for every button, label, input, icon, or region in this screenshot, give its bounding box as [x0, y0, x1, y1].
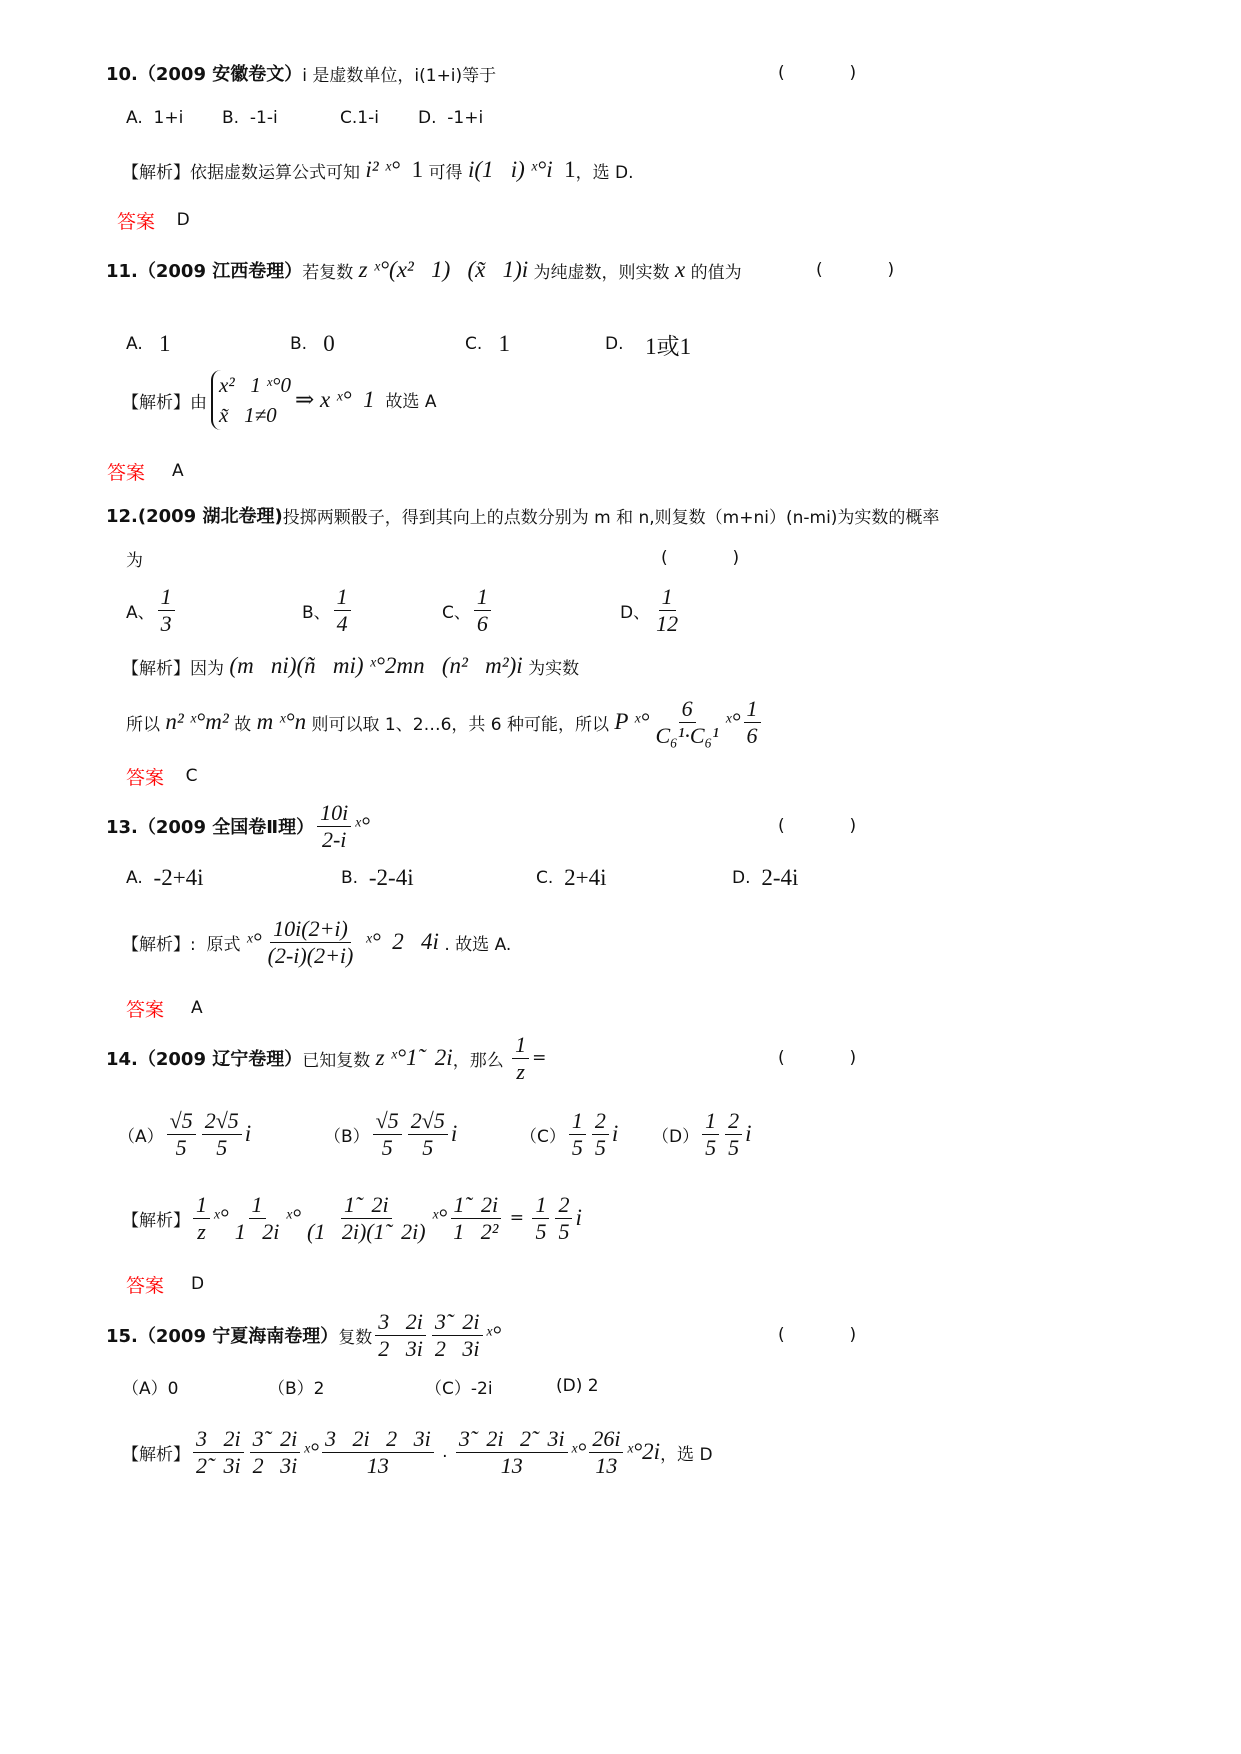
text: 【解析】因为	[122, 658, 230, 679]
answer-label: 答案	[126, 1274, 165, 1297]
answer-blank	[778, 1303, 856, 1367]
denominator: 5	[705, 1134, 717, 1160]
text: 已知复数	[302, 1050, 376, 1071]
denominator: z	[197, 1218, 206, 1244]
question-number: 11.（2009 江西卷理）	[106, 261, 303, 282]
fraction	[317, 800, 351, 853]
fraction	[569, 1108, 586, 1161]
denominator: 5	[381, 1134, 393, 1160]
text: B. -1-i	[222, 108, 278, 128]
text: D. -1+i	[418, 108, 484, 128]
math-expression: P ˣ°	[614, 709, 650, 734]
denominator: 5	[422, 1134, 434, 1160]
numerator: 1	[249, 1192, 266, 1219]
text: 为纯虚数，则实数	[528, 262, 675, 283]
fraction	[232, 1192, 283, 1245]
fraction	[193, 1192, 210, 1245]
denominator: 2 3i	[252, 1452, 298, 1478]
fraction	[592, 1108, 609, 1161]
text: C	[164, 766, 198, 786]
fraction	[334, 584, 351, 637]
denominator: 5	[175, 1134, 187, 1160]
answer-label: 答案	[126, 766, 165, 789]
denominator: 6	[476, 610, 488, 636]
math-expression: x	[674, 257, 686, 282]
math-expression: ˣ°	[570, 1439, 587, 1464]
analysis-continued	[126, 690, 764, 754]
numerator: 1	[474, 584, 491, 611]
math-expression: i² ˣ°	[365, 157, 412, 182]
text: 【解析】依据虚数运算公式可知	[122, 162, 366, 183]
option-b	[290, 312, 335, 376]
text: =	[504, 1208, 530, 1228]
text: （B）	[324, 1126, 370, 1147]
math-expression: ˣ°2i	[626, 1439, 661, 1464]
option-b	[324, 1102, 457, 1166]
text: 【解析】由	[122, 392, 207, 413]
numerator: 3 2i	[193, 1426, 244, 1453]
text: B.	[341, 868, 369, 888]
option-c	[425, 1354, 493, 1418]
numerator: 3̃ 2i 2̃ 3i	[456, 1426, 568, 1453]
math-expression: ˣ°	[724, 709, 741, 734]
text: （B）2	[268, 1378, 325, 1399]
denominator: 5	[594, 1134, 606, 1160]
fraction	[512, 1032, 529, 1085]
fraction	[250, 1426, 301, 1479]
fraction	[373, 1108, 402, 1161]
answer-blank	[778, 1026, 856, 1090]
analysis	[122, 634, 579, 698]
question-number: 12.(2009 湖北卷理)	[106, 506, 283, 527]
answer-blank	[778, 41, 856, 105]
text: C.	[465, 334, 499, 354]
math-value: 1	[498, 331, 510, 356]
option-c	[465, 312, 510, 376]
fraction	[456, 1426, 568, 1479]
math-expression: i	[611, 1121, 619, 1146]
math-expression: ˣ° 2 4i	[359, 929, 439, 954]
math-expression: z ˣ°(x² 1) (x̃ 1)i	[358, 257, 529, 282]
analysis	[122, 910, 511, 974]
question-title	[106, 1026, 546, 1090]
denominator: 2̃ 3i	[196, 1452, 241, 1478]
math-expression: i	[450, 1121, 458, 1146]
math-value: 2+4i	[564, 865, 607, 890]
denominator: 13	[595, 1452, 618, 1478]
numerator: 6	[679, 696, 696, 723]
equation-1: x² 1 ˣ°0	[219, 373, 291, 397]
text: D、	[620, 602, 651, 623]
text: ( )	[778, 63, 857, 83]
numerator: 2√5	[202, 1108, 242, 1135]
fraction	[202, 1108, 242, 1161]
math-expression: ˣ°	[285, 1205, 302, 1230]
option-b	[268, 1354, 324, 1418]
answer-blank	[816, 238, 894, 302]
math-expression: (m ni)(ñ mi) ˣ°2mn (n² m²)i	[229, 653, 523, 678]
text: （C）-2i	[425, 1378, 493, 1399]
text: A	[145, 461, 184, 481]
text: C.1-i	[340, 108, 379, 128]
text: 所以	[126, 714, 166, 735]
text: C、	[442, 602, 471, 623]
denominator: z	[516, 1058, 525, 1084]
answer-label: 答案	[107, 461, 146, 484]
text: 复数	[338, 1327, 373, 1348]
text: （C）	[520, 1126, 566, 1147]
math-expression: i	[745, 1121, 752, 1146]
numerator: 2√5	[408, 1108, 448, 1135]
denominator: 12	[656, 610, 679, 636]
fraction	[193, 1426, 244, 1479]
numerator: 1	[744, 696, 761, 723]
math-expression: i(1 i) ˣ°i	[467, 157, 565, 182]
fraction	[589, 1426, 623, 1479]
numerator: 3̃ 2i	[432, 1309, 483, 1336]
numerator: 2	[555, 1192, 572, 1219]
analysis-tail	[295, 387, 437, 413]
denominator: 5	[728, 1134, 740, 1160]
equation-2: x̃ 1≠0	[219, 403, 277, 427]
text: (D) 2	[556, 1376, 599, 1396]
fraction	[653, 584, 681, 637]
text: D	[155, 210, 190, 230]
numerator: √5	[373, 1108, 402, 1135]
denominator: 5	[216, 1134, 228, 1160]
option-d	[620, 578, 684, 642]
text: A.	[126, 868, 154, 888]
math-expression: ˣ°	[245, 929, 262, 954]
text: A. 1+i	[126, 108, 184, 128]
option-b	[341, 846, 414, 910]
math-value: 2-4i	[761, 865, 799, 890]
numerator: 1	[532, 1192, 549, 1219]
answer-label: 答案	[117, 210, 156, 233]
option-a	[126, 578, 178, 642]
analysis	[122, 368, 436, 432]
text: 投掷两颗骰子，得到其向上的点数分别为 m 和 n,则复数（m+ni）(n-mi)为实数的概率	[282, 507, 940, 528]
fraction	[265, 916, 357, 969]
denominator: 13	[366, 1452, 389, 1478]
denominator: 2 3i	[434, 1335, 480, 1361]
question-number: 15.（2009 宁夏海南卷理）	[106, 1326, 339, 1347]
equation-system	[211, 370, 291, 430]
fraction	[158, 584, 175, 637]
text: =	[532, 1048, 547, 1068]
numerator: 1	[158, 584, 175, 611]
math-expression: i	[575, 1205, 582, 1230]
numerator: 10i	[317, 800, 351, 827]
text: B、	[302, 602, 331, 623]
analysis	[122, 1420, 713, 1484]
question-title	[106, 238, 742, 302]
text: ( )	[778, 816, 857, 836]
numerator: 1	[193, 1192, 210, 1219]
option-c	[536, 846, 606, 910]
question-number: 14.（2009 辽宁卷理）	[106, 1049, 303, 1070]
option-a	[126, 846, 204, 910]
numerator: 1̃ 2i	[451, 1192, 502, 1219]
text: B.	[290, 334, 324, 354]
math-expression: ⇒ x ˣ° 1	[294, 387, 375, 412]
text: （A）	[118, 1126, 164, 1147]
math-value: 1	[411, 157, 424, 182]
denominator: 3	[160, 610, 172, 636]
numerator: √5	[167, 1108, 196, 1135]
text: 可得	[423, 162, 468, 183]
fraction	[532, 1192, 549, 1245]
option-c	[442, 578, 494, 642]
text: 【解析】	[122, 1444, 190, 1465]
text: 【解析】: 原式	[122, 934, 246, 955]
math-value: -2-4i	[368, 865, 414, 890]
analysis	[122, 1186, 582, 1250]
text: 的值为	[685, 262, 742, 283]
math-expression: ˣ°	[431, 1205, 448, 1230]
option-d	[652, 1102, 751, 1166]
numerator: 3̃ 2i	[250, 1426, 301, 1453]
denominator: 5	[558, 1218, 570, 1244]
math-expression: z ˣ°1̃ 2i	[375, 1045, 453, 1070]
denominator: (1 2i)(1̃ 2i)	[307, 1218, 426, 1244]
denominator: 2-i	[321, 826, 347, 852]
question-number: 10.（2009 安徽卷文）	[106, 64, 303, 85]
option-a	[126, 312, 170, 376]
math-expression: ˣ°	[485, 1322, 502, 1347]
denominator: 5	[535, 1218, 547, 1244]
numerator: 10i(2+i)	[270, 916, 351, 943]
numerator: 1̃ 2i	[341, 1192, 392, 1219]
math-value: 1或1	[645, 333, 692, 359]
text: ( )	[661, 548, 740, 568]
denominator: 6	[746, 722, 758, 748]
denominator: 13	[500, 1452, 523, 1478]
question-number: 13.（2009 全国卷Ⅱ理）	[106, 817, 315, 838]
math-expression: ˣ°	[303, 1439, 319, 1464]
denominator: (2-i)(2+i)	[267, 942, 354, 968]
option-d	[732, 846, 798, 910]
math-expression: m ˣ°n	[256, 709, 307, 734]
option-c	[520, 1102, 618, 1166]
fraction	[375, 1309, 426, 1362]
denominator: 1 2i	[234, 1218, 280, 1244]
text: D	[164, 1274, 205, 1294]
math-expression: ˣ°	[213, 1205, 229, 1230]
numerator: 1	[702, 1108, 719, 1135]
option-a	[122, 1354, 178, 1418]
text: 故选 A	[374, 392, 437, 412]
math-expression: n² ˣ°m²	[165, 709, 229, 734]
text: ，选 D	[660, 1444, 713, 1465]
numerator: 2	[592, 1108, 609, 1135]
text: 若复数	[302, 262, 359, 283]
denominator: C₆¹·C₆¹	[655, 722, 719, 748]
text: ( )	[816, 260, 895, 280]
text: （A）0	[122, 1378, 179, 1399]
fraction	[744, 696, 761, 749]
denominator: 1 2²	[453, 1218, 499, 1244]
numerator: 3 2i	[375, 1309, 426, 1336]
text: C.	[536, 868, 565, 888]
math-value: 0	[323, 331, 335, 356]
numerator: 1	[659, 584, 676, 611]
fraction	[450, 1192, 501, 1245]
fraction	[408, 1108, 448, 1161]
denominator: 4	[336, 610, 348, 636]
analysis	[122, 138, 634, 202]
text: A.	[126, 334, 159, 354]
denominator: 2 3i	[378, 1335, 423, 1361]
analysis-lead	[122, 388, 207, 413]
fraction	[555, 1192, 572, 1245]
answer-label: 答案	[126, 998, 165, 1021]
text: D.	[732, 868, 762, 888]
math-expression: ˣ°	[354, 813, 370, 838]
text: ( )	[778, 1325, 857, 1345]
math-value: 1	[564, 157, 576, 182]
math-value: -2+4i	[153, 865, 204, 890]
text: D.	[605, 334, 646, 354]
option-a	[118, 1102, 251, 1166]
text: 为	[126, 550, 143, 571]
text: ( )	[778, 1048, 857, 1068]
text: A、	[126, 602, 155, 623]
text: .	[436, 1442, 453, 1462]
numerator: 1	[334, 584, 351, 611]
fraction	[304, 1192, 429, 1245]
text: . 故选 A.	[438, 934, 512, 955]
text: A	[164, 998, 203, 1018]
text: ，选 D.	[575, 162, 634, 183]
fraction	[653, 696, 722, 749]
text: i 是虚数单位，i(1+i)等于	[302, 65, 497, 86]
text: 【解析】	[122, 1210, 190, 1231]
text: 为实数	[522, 658, 580, 679]
question-title	[106, 483, 939, 547]
option-d	[605, 312, 691, 376]
numerator: 1	[569, 1108, 586, 1135]
numerator: 3 2i 2 3i	[322, 1426, 434, 1453]
fraction	[474, 584, 491, 637]
denominator: 5	[571, 1134, 583, 1160]
fraction	[725, 1108, 742, 1161]
text: 则可以取 1、2…6，共 6 种可能，所以	[306, 714, 615, 735]
math-expression: i	[244, 1121, 252, 1146]
numerator: 1	[512, 1032, 529, 1059]
text: ，那么	[452, 1050, 510, 1071]
fraction	[322, 1426, 434, 1479]
option-d	[556, 1354, 599, 1418]
fraction	[702, 1108, 719, 1161]
numerator: 26i	[589, 1426, 623, 1453]
math-value: 1	[158, 331, 171, 356]
fraction	[167, 1108, 196, 1161]
option-b	[302, 578, 354, 642]
text: （D）	[652, 1126, 700, 1147]
numerator: 2	[725, 1108, 742, 1135]
text: 故	[228, 714, 257, 735]
